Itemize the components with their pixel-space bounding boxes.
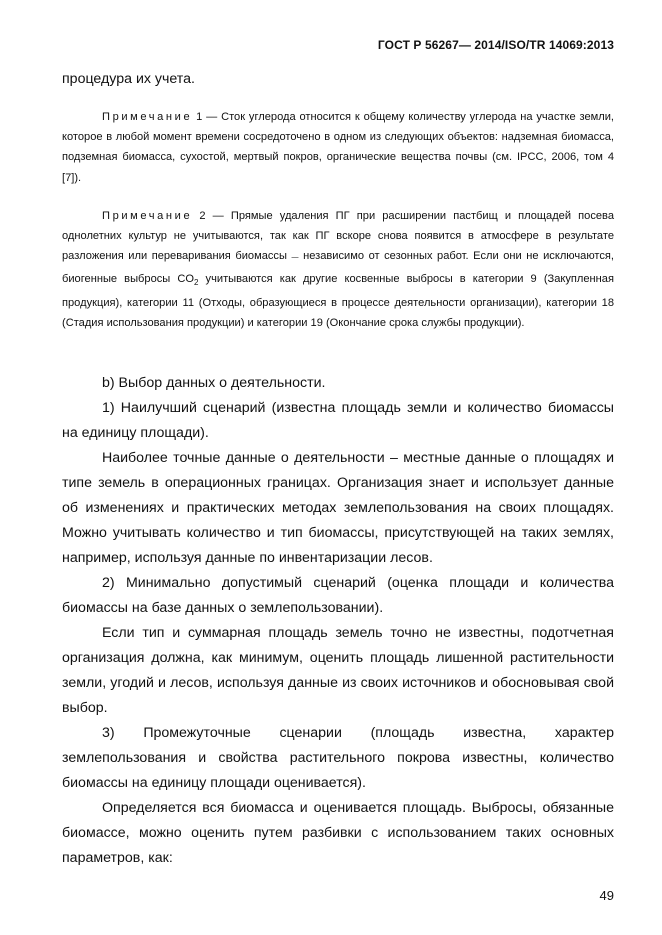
note-2-text-b: независимо от сезонных работ. Если они не исключаются, биогенные выбросы CO (62, 250, 614, 285)
note-2-label: Примечание (102, 210, 193, 222)
note-2 (62, 206, 614, 333)
scenario-3-title: 3) Промежуточные сценарии (площадь известна, характер землепользования и свойства растительного покрова известны, количество биомассы на единицу площади оценивается). (62, 725, 614, 791)
note-1-number: 1 (196, 111, 203, 123)
scenario-1-text: Наиболее точные данные о деятельности – местные данные о площадях и типе земель в операционных границах. Организация знает и использует данные об изменениях и практических методах землепользования на своих площадях. Можно учитывать количество и тип биомассы, присутствующей на таких землях, например, используя данные по инвентаризации лесов. (62, 450, 614, 566)
note-1-text: Сток углерода относится к общему количеству углерода на участке земли, которое в любой момент времени сосредоточено в одном из следующих объектов: надземная биомасса, подземная биомасса, сухостой, мертвый покров, органические вещества почвы (см. IPCC, 2006, том 4 [7]). (62, 111, 614, 184)
note-2-number: 2 (199, 210, 206, 222)
note-2-dash: — (212, 210, 224, 222)
page-number: 49 (599, 888, 614, 903)
final-paragraph: Определяется вся биомасса и оценивается площадь. Выбросы, обязанные биомассе, можно оценить путем разбивки с использованием таких основных параметров, как: (62, 800, 614, 866)
note-2-text-c: учитываются как другие косвенные выбросы в категории 9 (Закупленная продукция), категории 11 (Отходы, образующиеся в процессе деятельности организации), категории 18 (Стадия использования продукции) и категории 19 (Окончание срока службы продукции). (62, 272, 614, 330)
intro-line: процедура их учета. (62, 71, 195, 87)
scenario-1-title: 1) Наилучший сценарий (известна площадь земли и количество биомассы на единицу площади). (62, 400, 614, 441)
note-1-dash: — (206, 111, 218, 123)
note-2-mini-dash: — (291, 254, 299, 262)
scenario-2-title: 2) Минимально допустимый сценарий (оценка площади и количества биомассы на базе данных о землепользовании). (62, 575, 614, 616)
co2-subscript: 2 (194, 277, 199, 287)
item-b: b) Выбор данных о деятельности. (102, 375, 326, 391)
note-1 (62, 107, 614, 188)
body-text (62, 371, 614, 871)
note-2-text-a: Прямые удаления ПГ при расширении пастбищ и площадей посева однолетних культур не учитываются, так как ПГ вскоре снова появится в атмосфере в результате разложения или переваривания биомассы (62, 210, 614, 263)
note-1-label: Примечание (102, 111, 193, 123)
scenario-2-text: Если тип и суммарная площадь земель точно не известны, подотчетная организация должна, как минимум, оценить площадь лишенной растительности земли, угодий и лесов, используя данные из своих источников и обосновывая свой выбор. (62, 625, 614, 716)
document-header: ГОСТ Р 56267— 2014/ISO/TR 14069:2013 (377, 38, 614, 52)
